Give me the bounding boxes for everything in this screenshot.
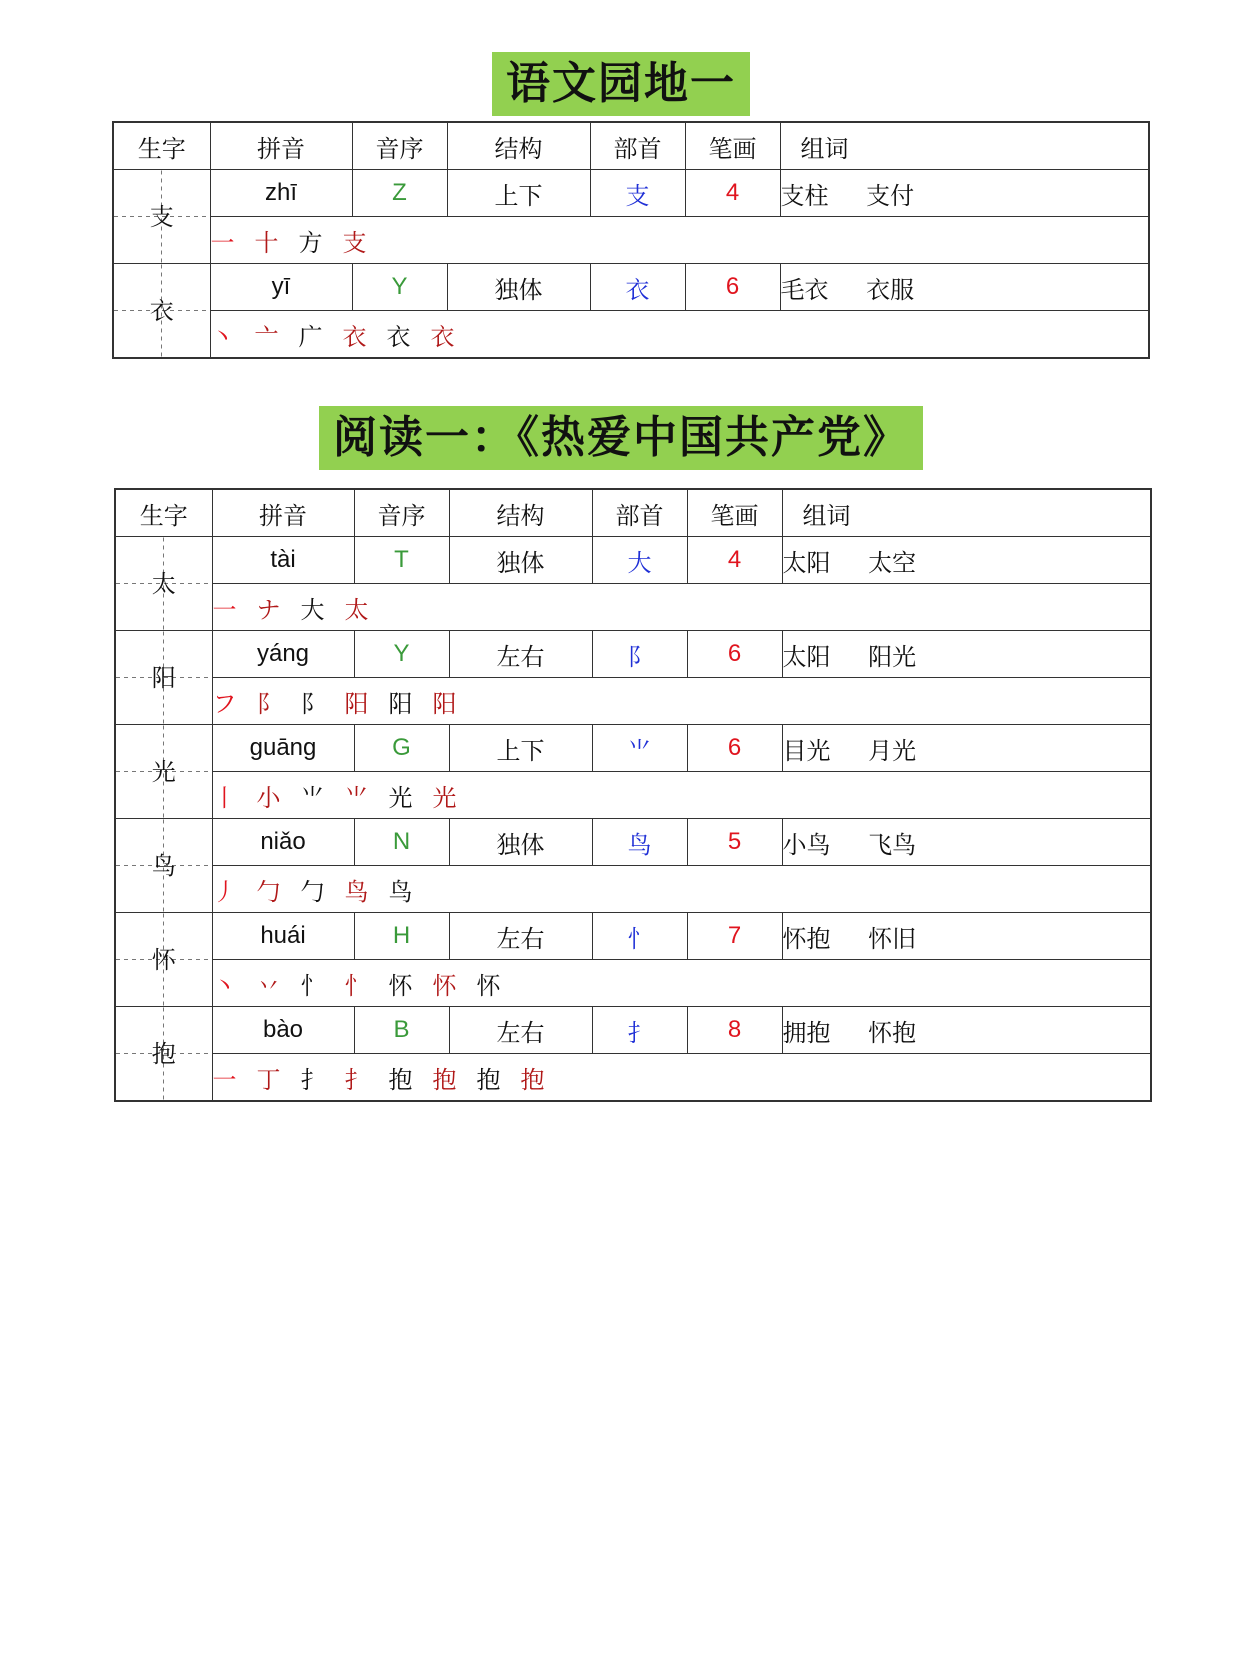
stroke-step: 支 xyxy=(342,228,369,257)
char-info-row xyxy=(115,819,1151,866)
stroke-step: 勹 xyxy=(300,877,327,906)
stroke-step: 衣 xyxy=(342,322,369,351)
structure-cell: 左右 xyxy=(449,913,592,960)
pinyin-cell: zhī xyxy=(210,170,352,217)
stroke-count-cell: 8 xyxy=(687,1007,782,1054)
stroke-step: 阳 xyxy=(432,689,459,718)
words-cell: 目光 月光 xyxy=(782,725,1151,772)
section1-table xyxy=(112,121,1150,359)
radical-cell: 衣 xyxy=(590,264,685,311)
initial-letter-cell: T xyxy=(354,537,449,584)
stroke-order-cell xyxy=(212,960,1151,1007)
stroke-order-row xyxy=(115,866,1151,913)
stroke-step: 丶 xyxy=(212,971,239,1000)
section2-banner-wrap xyxy=(0,406,1242,470)
words-cell: 小鸟 飞鸟 xyxy=(782,819,1151,866)
stroke-step: 太 xyxy=(344,595,371,624)
words-cell: 太阳 太空 xyxy=(782,537,1151,584)
stroke-step: フ xyxy=(212,689,239,718)
column-header: 组词 xyxy=(782,489,1151,537)
pinyin-cell: niǎo xyxy=(212,819,354,866)
stroke-order-cell xyxy=(212,866,1151,913)
character-cell: 抱 xyxy=(115,1007,212,1102)
stroke-count-cell: 4 xyxy=(687,537,782,584)
stroke-step: 阳 xyxy=(344,689,371,718)
section1-banner-wrap xyxy=(0,52,1242,116)
stroke-step: 丨 xyxy=(212,783,239,812)
column-header: 拼音 xyxy=(210,122,352,170)
structure-cell: 上下 xyxy=(447,170,590,217)
stroke-step: 阝 xyxy=(300,689,327,718)
stroke-step: 忄 xyxy=(344,971,371,1000)
stroke-order-row xyxy=(115,584,1151,631)
stroke-step: 怀 xyxy=(476,971,503,1000)
stroke-step: 一 xyxy=(210,228,237,257)
stroke-order-row xyxy=(113,311,1149,359)
stroke-step: 光 xyxy=(432,783,459,812)
stroke-order-cell xyxy=(212,678,1151,725)
character-cell: 怀 xyxy=(115,913,212,1007)
radical-cell: 忄 xyxy=(592,913,687,960)
initial-letter-cell: Z xyxy=(352,170,447,217)
radical-cell: 大 xyxy=(592,537,687,584)
column-header: 音序 xyxy=(352,122,447,170)
stroke-step: 方 xyxy=(298,228,325,257)
column-header: 部首 xyxy=(590,122,685,170)
structure-cell: 上下 xyxy=(449,725,592,772)
stroke-step: ⺌ xyxy=(300,783,327,812)
pinyin-cell: huái xyxy=(212,913,354,960)
initial-letter-cell: B xyxy=(354,1007,449,1054)
char-info-row xyxy=(115,1007,1151,1054)
column-header: 部首 xyxy=(592,489,687,537)
stroke-step: 抱 xyxy=(432,1065,459,1094)
header-row xyxy=(115,489,1151,537)
stroke-step: 丷 xyxy=(256,971,283,1000)
column-header: 结构 xyxy=(449,489,592,537)
character-cell: 衣 xyxy=(113,264,210,359)
stroke-step: 衣 xyxy=(386,322,413,351)
stroke-step: 丁 xyxy=(256,1065,283,1094)
initial-letter-cell: H xyxy=(354,913,449,960)
stroke-step: ナ xyxy=(256,595,283,624)
structure-cell: 独体 xyxy=(449,537,592,584)
stroke-order-row xyxy=(113,217,1149,264)
stroke-step: 光 xyxy=(388,783,415,812)
structure-cell: 独体 xyxy=(449,819,592,866)
stroke-step: 小 xyxy=(256,783,283,812)
column-header: 生字 xyxy=(113,122,210,170)
pinyin-cell: guāng xyxy=(212,725,354,772)
radical-cell: ⺌ xyxy=(592,725,687,772)
stroke-count-cell: 7 xyxy=(687,913,782,960)
stroke-step: 抱 xyxy=(476,1065,503,1094)
column-header: 笔画 xyxy=(685,122,780,170)
radical-cell: 支 xyxy=(590,170,685,217)
column-header: 拼音 xyxy=(212,489,354,537)
char-info-row xyxy=(113,170,1149,217)
structure-cell: 左右 xyxy=(449,631,592,678)
character-cell: 阳 xyxy=(115,631,212,725)
header-row xyxy=(113,122,1149,170)
pinyin-cell: yī xyxy=(210,264,352,311)
words-cell: 怀抱 怀旧 xyxy=(782,913,1151,960)
stroke-step: 阳 xyxy=(388,689,415,718)
stroke-step: 衣 xyxy=(430,322,457,351)
words-cell: 太阳 阳光 xyxy=(782,631,1151,678)
stroke-order-cell xyxy=(212,1054,1151,1102)
column-header: 笔画 xyxy=(687,489,782,537)
column-header: 结构 xyxy=(447,122,590,170)
character-cell: 鸟 xyxy=(115,819,212,913)
stroke-count-cell: 5 xyxy=(687,819,782,866)
stroke-step: 抱 xyxy=(520,1065,547,1094)
words-cell: 毛衣 衣服 xyxy=(780,264,1149,311)
character-cell: 光 xyxy=(115,725,212,819)
pinyin-cell: tài xyxy=(212,537,354,584)
stroke-step: 扌 xyxy=(344,1065,371,1094)
initial-letter-cell: G xyxy=(354,725,449,772)
stroke-step: 一 xyxy=(212,1065,239,1094)
stroke-step: 怀 xyxy=(388,971,415,1000)
stroke-step: 阝 xyxy=(256,689,283,718)
stroke-step: 一 xyxy=(212,595,239,624)
stroke-count-cell: 6 xyxy=(687,631,782,678)
character-cell: 太 xyxy=(115,537,212,631)
section2-table xyxy=(114,488,1152,1102)
radical-cell: 阝 xyxy=(592,631,687,678)
stroke-step: 忄 xyxy=(300,971,327,1000)
stroke-order-row xyxy=(115,772,1151,819)
initial-letter-cell: Y xyxy=(354,631,449,678)
stroke-count-cell: 6 xyxy=(687,725,782,772)
column-header: 生字 xyxy=(115,489,212,537)
stroke-step: 大 xyxy=(300,595,327,624)
section2-title: 阅读一：《热爱中国共产党》 xyxy=(319,406,923,470)
initial-letter-cell: N xyxy=(354,819,449,866)
stroke-order-cell xyxy=(210,311,1149,359)
stroke-order-row xyxy=(115,960,1151,1007)
stroke-order-cell xyxy=(212,772,1151,819)
stroke-order-row xyxy=(115,678,1151,725)
stroke-count-cell: 4 xyxy=(685,170,780,217)
stroke-step: 鸟 xyxy=(388,877,415,906)
stroke-step: 丿 xyxy=(212,877,239,906)
char-info-row xyxy=(113,264,1149,311)
radical-cell: 鸟 xyxy=(592,819,687,866)
stroke-step: 鸟 xyxy=(344,877,371,906)
stroke-step: 十 xyxy=(254,228,281,257)
stroke-step: 怀 xyxy=(432,971,459,1000)
stroke-step: ⺌ xyxy=(344,783,371,812)
stroke-step: 抱 xyxy=(388,1065,415,1094)
pinyin-cell: bào xyxy=(212,1007,354,1054)
stroke-order-cell xyxy=(210,217,1149,264)
section1-title: 语文园地一 xyxy=(492,52,750,116)
pinyin-cell: yáng xyxy=(212,631,354,678)
character-cell: 支 xyxy=(113,170,210,264)
column-header: 音序 xyxy=(354,489,449,537)
stroke-order-row xyxy=(115,1054,1151,1102)
stroke-step: 丶 xyxy=(210,322,237,351)
stroke-step: 勹 xyxy=(256,877,283,906)
stroke-count-cell: 6 xyxy=(685,264,780,311)
stroke-step: 广 xyxy=(298,322,325,351)
structure-cell: 左右 xyxy=(449,1007,592,1054)
char-info-row xyxy=(115,631,1151,678)
stroke-order-cell xyxy=(212,584,1151,631)
structure-cell: 独体 xyxy=(447,264,590,311)
words-cell: 拥抱 怀抱 xyxy=(782,1007,1151,1054)
initial-letter-cell: Y xyxy=(352,264,447,311)
words-cell: 支柱 支付 xyxy=(780,170,1149,217)
radical-cell: 扌 xyxy=(592,1007,687,1054)
stroke-step: 亠 xyxy=(254,322,281,351)
char-info-row xyxy=(115,725,1151,772)
char-info-row xyxy=(115,537,1151,584)
char-info-row xyxy=(115,913,1151,960)
column-header: 组词 xyxy=(780,122,1149,170)
stroke-step: 扌 xyxy=(300,1065,327,1094)
